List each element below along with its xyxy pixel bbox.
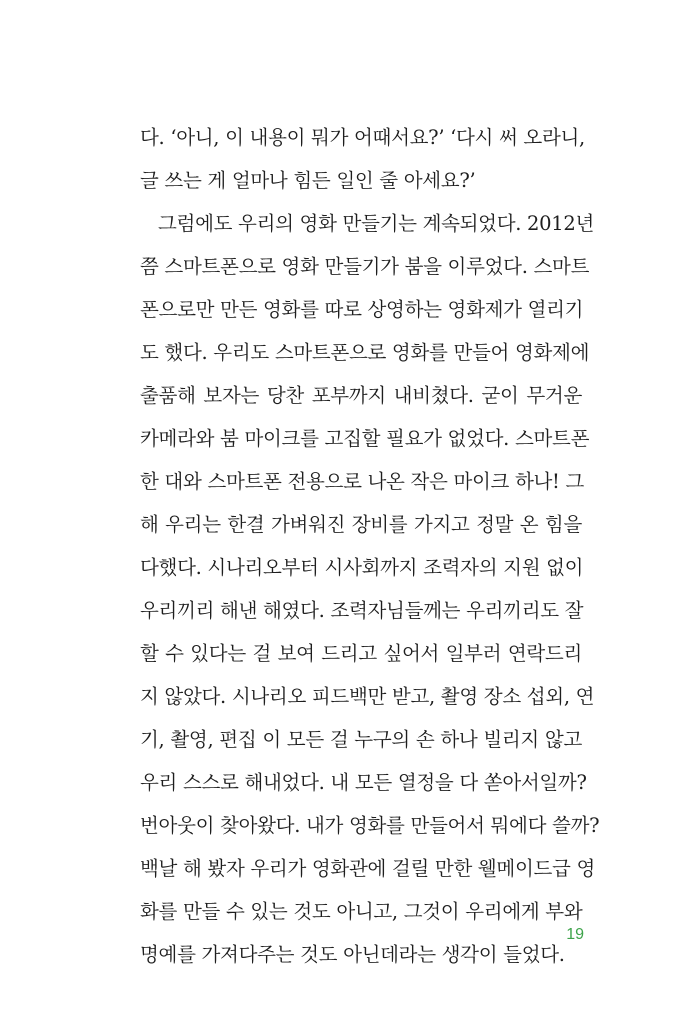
text-line: 할 수 있다는 걸 보여 드리고 싶어서 일부러 연락드리: [140, 642, 582, 665]
text-line: 도 했다. 우리도 스마트폰으로 영화를 만들어 영화제에: [140, 341, 590, 364]
text-line: 다. ‘아니, 이 내용이 뭐가 어때서요?’ ‘다시 써 오라니,: [140, 126, 585, 149]
page-number: 19: [566, 926, 584, 943]
text-line: 다했다. 시나리오부터 시사회까지 조력자의 지원 없이: [140, 556, 584, 579]
text-line: 폰으로만 만든 영화를 따로 상영하는 영화제가 열리기: [140, 298, 584, 321]
text-line: 번아웃이 찾아왔다. 내가 영화를 만들어서 뭐에다 쓸까?: [140, 814, 600, 837]
text-line: 출품해 보자는 당찬 포부까지 내비쳤다. 굳이 무거운: [140, 384, 582, 407]
text-line: 우리끼리 해낸 해였다. 조력자님들께는 우리끼리도 잘: [140, 599, 584, 622]
text-line: 글 쓰는 게 얼마나 힘든 일인 줄 아세요?’: [140, 169, 476, 192]
text-line: 우리 스스로 해내었다. 내 모든 열정을 다 쏟아서일까?: [140, 771, 587, 794]
text-line: 한 대와 스마트폰 전용으로 나온 작은 마이크 하나! 그: [140, 470, 585, 493]
text-line: 해 우리는 한결 가벼워진 장비를 가지고 정말 온 힘을: [140, 513, 582, 536]
text-line: 백날 해 봤자 우리가 영화관에 걸릴 만한 웰메이드급 영: [140, 857, 596, 880]
text-line: 화를 만들 수 있는 것도 아니고, 그것이 우리에게 부와: [140, 900, 583, 923]
text-line: 명예를 가져다주는 것도 아닌데라는 생각이 들었다.: [140, 943, 565, 966]
text-line: 기, 촬영, 편집 이 모든 걸 누구의 손 하나 빌리지 않고: [140, 728, 582, 751]
text-line: 지 않았다. 시나리오 피드백만 받고, 촬영 장소 섭외, 연: [140, 685, 595, 708]
text-line: 쯤 스마트폰으로 영화 만들기가 붐을 이루었다. 스마트: [140, 255, 590, 278]
text-line: 카메라와 붐 마이크를 고집할 필요가 없었다. 스마트폰: [140, 427, 590, 450]
paragraph-first-line: 그럼에도 우리의 영화 만들기는 계속되었다. 2012년: [158, 212, 595, 235]
